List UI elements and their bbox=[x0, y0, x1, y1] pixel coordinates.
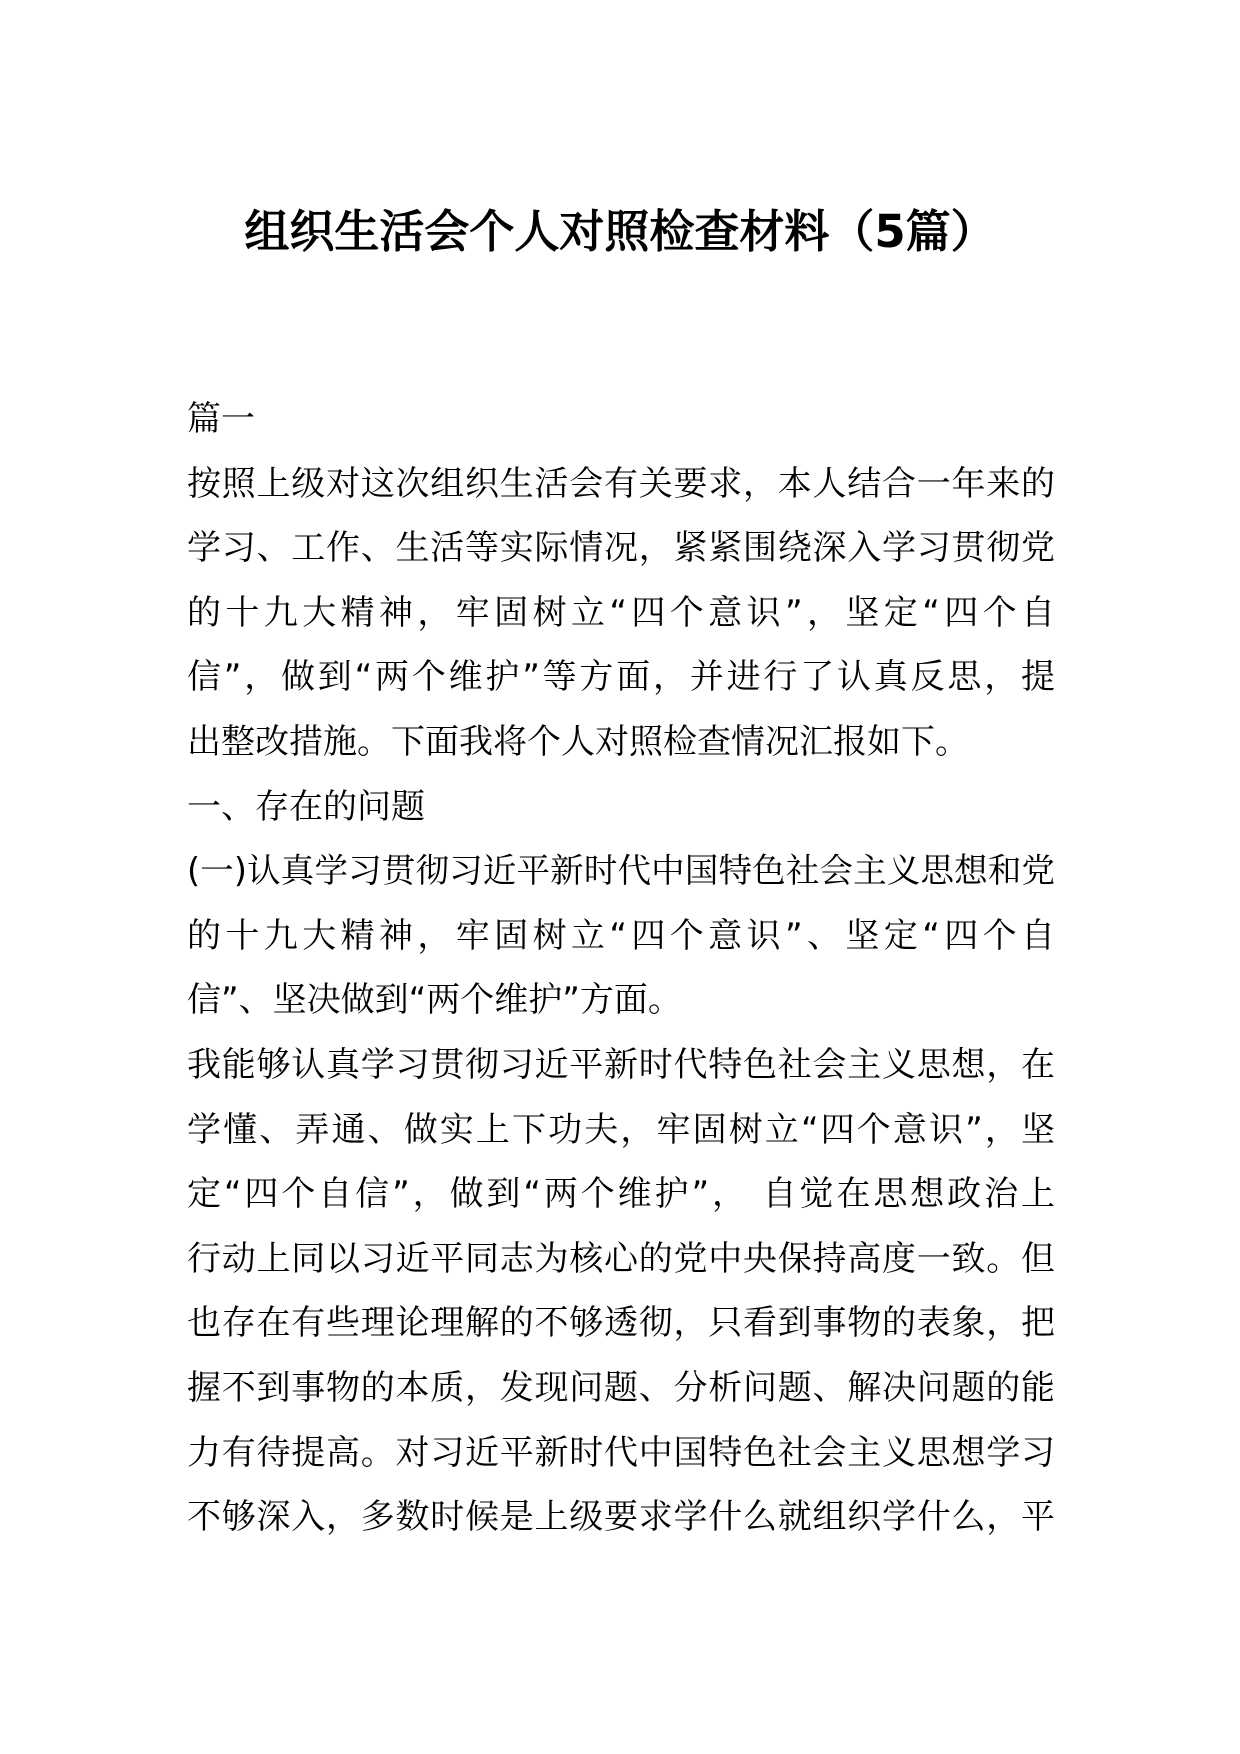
body-line: 按照上级对这次组织生活会有关要求，本人结合一年来的 bbox=[187, 463, 1055, 504]
body-line: 信”，做到“两个维护”等方面，并进行了认真反思，提 bbox=[187, 657, 1055, 698]
body-line: 的十九大精神，牢固树立“四个意识”，坚定“四个自 bbox=[187, 592, 1055, 633]
body-line: 也存在有些理论理解的不够透彻，只看到事物的表象，把 bbox=[187, 1303, 1055, 1344]
body-line: 信”、坚决做到“两个维护”方面。 bbox=[187, 980, 682, 1021]
body-line: 定“四个自信”，做到“两个维护”， 自觉在思想政治上 bbox=[187, 1174, 1055, 1215]
body-line: 出整改措施。下面我将个人对照检查情况汇报如下。 bbox=[187, 721, 969, 762]
body-line: 我能够认真学习贯彻习近平新时代特色社会主义思想，在 bbox=[187, 1044, 1055, 1085]
body-line: 的十九大精神，牢固树立“四个意识”、坚定“四个自 bbox=[187, 915, 1055, 956]
body-line: 不够深入，多数时候是上级要求学什么就组织学什么，平 bbox=[187, 1497, 1055, 1538]
body-line: 一、存在的问题 bbox=[187, 786, 425, 827]
document-title: 组织生活会个人对照检查材料（5篇） bbox=[244, 205, 996, 258]
body-line: (一)认真学习贯彻习近平新时代中国特色社会主义思想和党 bbox=[187, 851, 1055, 891]
document-body bbox=[187, 387, 1055, 1550]
body-line: 握不到事物的本质，发现问题、分析问题、解决问题的能 bbox=[187, 1367, 1055, 1408]
body-line: 篇一 bbox=[187, 399, 255, 439]
body-line: 行动上同以习近平同志为核心的党中央保持高度一致。但 bbox=[187, 1238, 1055, 1279]
body-line: 力有待提高。对习近平新时代中国特色社会主义思想学习 bbox=[187, 1432, 1055, 1473]
body-line: 学习、工作、生活等实际情况，紧紧围绕深入学习贯彻党 bbox=[187, 528, 1055, 569]
body-line: 学懂、弄通、做实上下功夫，牢固树立“四个意识”，坚 bbox=[187, 1109, 1055, 1150]
